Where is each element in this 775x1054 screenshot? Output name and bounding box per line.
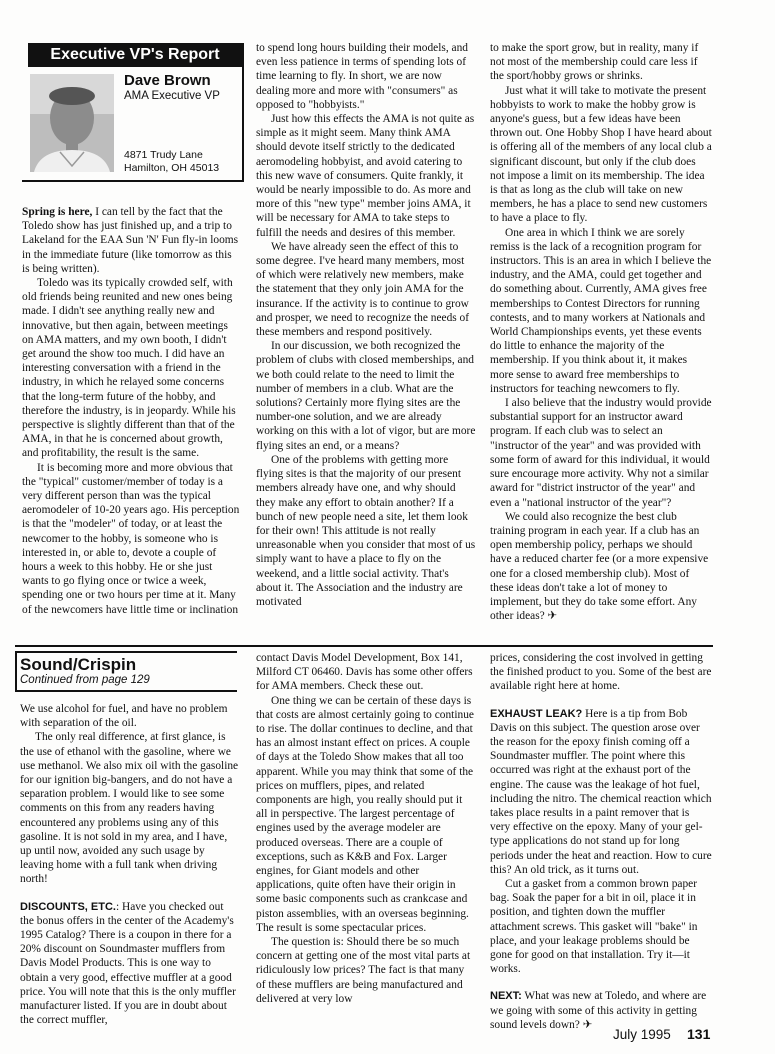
lead-in: DISCOUNTS, ETC. bbox=[20, 900, 116, 913]
sound-header-top-rule bbox=[15, 651, 237, 653]
lead-in: EXHAUST LEAK? bbox=[490, 707, 583, 720]
sound-header-left-rule bbox=[15, 651, 17, 692]
paragraph: We have already seen the effect of this to some degree. I've heard many members, most of which were relatively new members, make the statement that they only join AMA for the insurance. If the activity is to continue to grow and prosper, we need to recognize the needs of these members and respond positively. bbox=[256, 240, 470, 339]
sound-column-3 bbox=[490, 651, 712, 1032]
author-title: AMA Executive VP bbox=[124, 90, 220, 102]
paragraph: to spend long hours building their models, and even less patience in terms of spending lots of time learning to fly. In short, we are now dealing more and more with "consumers" as opposed to "hobbyists." bbox=[256, 42, 468, 111]
paragraph-text: I can tell by the fact that the Toledo show has just finished up, and a trip to Lakeland for the EAA Sun 'N' Fun fly-in looms in the immediate future (like tomorrow as this is being written). bbox=[22, 206, 239, 275]
sound-column-2 bbox=[256, 651, 476, 1006]
paragraph: One of the problems with getting more flying sites is that the majority of our present members already have one, and why should they make any effort to obtain another? If a bunch of new people need a site, let them look for their own! This attitude is not really unreasonable when you consider that most of us simply want to have a place to fly on the weekend, and a little social activity. That's about it. The Association and the industry are motivated bbox=[256, 453, 476, 608]
paragraph: We could also recognize the best club training program in each year. If a club has an open membership policy, perhaps we should have a reduced charter fee (or a more expensive one for a closed membership club). Most of these ideas don't take a lot of money to implement, but they do take some effort. Any other ideas? ✈ bbox=[490, 510, 709, 623]
sound-header-bottom-rule bbox=[15, 690, 237, 692]
page-number: 131 bbox=[687, 1026, 711, 1042]
section-banner: Executive VP's Report bbox=[28, 43, 242, 67]
vp-column-1 bbox=[22, 205, 240, 617]
paragraph: I also believe that the industry would provide substantial support for an instructor award program. If each club was to select an "instructor of the year" and was provided with some form of award for this individual, it would sure encourage more activity. Why not a similar award for "district instructor of the year" and even a "national instructor of the year"? bbox=[490, 397, 712, 509]
paragraph-text: Here is a tip from Bob Davis on this subject. The question arose over the reason for the epoxy finish coming off a Soundmaster muffler. The point where this occurred was right at the exhaust port of the engine. The cause was the leakage of hot fuel, including the nitro. The chemical reaction which takes place results in a paint remover that is very effective on the epoxy. Many of your gel-type applications do not stand up for long periods under the heat and reaction. How to cure this? An old trick, as it turns out. bbox=[490, 707, 712, 876]
section-divider bbox=[15, 645, 713, 647]
author-photo bbox=[30, 74, 114, 172]
paragraph bbox=[490, 989, 712, 1032]
paragraph: The only real difference, at first glance, is the use of ethanol with the gasoline, where we use methanol. We also mix oil with the gasoline for our ignition big-bangers, and do not have a separation problem. I would like to see some comments on this from any readers having encountered any problems using any of this gasoline. It is not sold in my area, and I have, up until now, avoided any such usage by leaving home with a full tank when driving north! bbox=[20, 731, 239, 886]
paragraph: contact Davis Model Development, Box 141, Milford CT 06460. Davis has some other offers for AMA members. Check these out. bbox=[256, 652, 473, 693]
header-box-bottom-border bbox=[22, 180, 244, 182]
paragraph-text: : Have you checked out the bonus offers in the center of the Academy's 1995 Catalog? There is a coupon in there for a 20% discount on Soundmaster mufflers from Davis Model Products. This is one way to obtain a very good, effective muffler at a good price. You will note that this is the only muffler manufacturer listed. If you are in doubt about the correct muffler, bbox=[20, 900, 236, 1027]
lead-in: NEXT: bbox=[490, 990, 522, 1003]
paragraph: to make the sport grow, but in reality, many if not most of the membership could care less if the sport/hobby grows or shrinks. bbox=[490, 42, 699, 83]
header-box-right-border bbox=[242, 43, 244, 181]
continued-from-note: Continued from page 129 bbox=[20, 674, 150, 686]
sound-crispin-title: Sound/Crispin bbox=[20, 655, 137, 674]
paragraph: In our discussion, we both recognized the problem of clubs with closed memberships, and we both could relate to the need to limit the number of members in a club. What are the solutions? Certainly more flying sites are the number-one solution, and we are already working on this with a lot of vigor, but are more flying sites an end, or a means? bbox=[256, 340, 476, 452]
paragraph: One area in which I think we are sorely remiss is the lack of a recognition program for instructors. This is an area in which I believe the industry, and the AMA, could get together and do something about. Currently, AMA gives free memberships to Contest Directors for running contests, and to many workers at Nationals and World Championships events, yet these events do little to enhance the majority of the membership. If you think about it, it makes more sense to award free memberships to instructors for teaching newcomers to fly. bbox=[490, 226, 712, 395]
paragraph bbox=[20, 900, 240, 1028]
paragraph: We use alcohol for fuel, and have no problem with separation of the oil. bbox=[20, 703, 228, 730]
paragraph-text: What was new at Toledo, and where are we going with some of this activity in getting sound levels down? ✈ bbox=[490, 990, 707, 1031]
paragraph: prices, considering the cost involved in getting the finished product to you. Some of the best are available right here at home. bbox=[490, 652, 712, 693]
paragraph: It is becoming more and more obvious that the "typical" customer/member of today is a very different person than was the typical aeromodeler of 10-20 years ago. His perception is that the "modeler" of today, or at least the newcomer to the hobby, is someone who is interested in, or able to, devote a couple of hours a week to this hobby. He or she just wants to go flying once or twice a week, spending one or two hours per time at it. Many of the newcomers have little time or inclination bbox=[22, 461, 240, 616]
author-portrait bbox=[30, 74, 114, 172]
paragraph bbox=[22, 205, 240, 276]
author-address-line1: 4871 Trudy Lane bbox=[124, 149, 203, 161]
sound-column-1 bbox=[20, 702, 240, 1027]
paragraph: Just how this effects the AMA is not quite as simple as it might seem. Many think AMA should devote itself strictly to the dedicated aeromodeling hobbyist, and avoid catering to this new wave of consumers. Quite frankly, it would be nearly impossible to do. As more and more of this "new type" member joins AMA, it will be necessary for AMA to take steps to fulfill the needs and desires of this member. bbox=[256, 113, 475, 239]
paragraph: Toledo was its typically crowded self, with old friends being reunited and new ones being made. I didn't see anything really new and innovative, but then again, between meetings on AMA matters, and my own booth, I didn't get around the show too much. I did have an interesting conversation with a friend in the industry, in which he relayed some concerns that the long-term future of the hobby, and therefore the industry, is in jeopardy. While his perspective is slightly different than that of the AMA, in that he is concerned about growth, and profitability, the result is the same. bbox=[22, 277, 236, 460]
paragraph: Cut a gasket from a common brown paper bag. Soak the paper for a bit in oil, place it in position, and tighten down the muffler attachment screws. This gasket will "bake" in place, and your leakage problems should be gone for good on that installation. Try it—it works. bbox=[490, 878, 698, 976]
vp-column-3 bbox=[490, 41, 712, 623]
paragraph: One thing we can be certain of these days is that costs are almost certainly going to continue to rise. The dollar continues to decline, and that has an almost instant effect on prices. A couple of days at the Toledo Show makes that all too apparent. While you may think that some of the prices on mufflers, pipes, and related components are high, you really should put it all in perspective. The largest percentage of engines used by the average modeler are produced overseas. There are a couple of exceptions, such as K&B and Fox. Larger engines, for Giant models and other applications, quite often have their origin in some basic components such as crankcase and piston assemblies, with an overseas beginning. The result is some spectacular prices. bbox=[256, 694, 474, 934]
issue-date: July 1995 bbox=[613, 1027, 671, 1042]
lead-in: Spring is here, bbox=[22, 206, 93, 218]
vp-column-2 bbox=[256, 41, 476, 609]
paragraph: Just what it will take to motivate the present hobbyists to work to make the hobby grow is anyone's guess, but a few ideas have been thrown out. One Hobby Shop I have heard about is offering all of the members of any local club a significant discount, but only if the club does not impose a limit on its membership. The idea is that as long as the club will take on new members, he has a place to send new customers to have a place to fly. bbox=[490, 84, 712, 225]
paragraph: The question is: Should there be so much concern at getting one of the most vital parts at ridiculously low prices? The fact is that many of these mufflers are being manufactured and delivered at very low bbox=[256, 936, 471, 1005]
author-name: Dave Brown bbox=[124, 72, 211, 89]
author-address-line2: Hamilton, OH 45013 bbox=[124, 162, 220, 174]
paragraph bbox=[490, 707, 712, 877]
